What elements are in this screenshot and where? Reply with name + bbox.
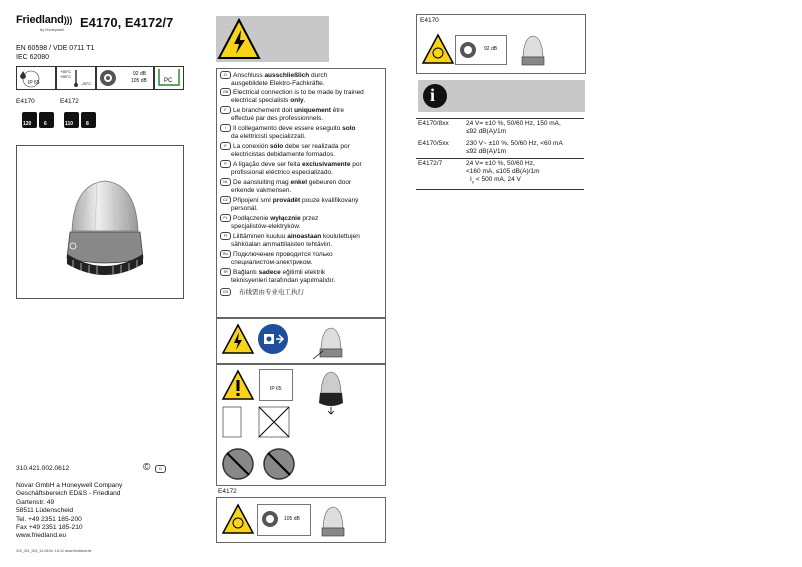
brand-logo: Friedland))) [16,14,73,26]
mounting-icon [221,405,291,439]
lang-row: NL De aansluiting mag enkel gebeuren door erkende vakmensen. [220,178,382,195]
spec-row: E4170/8xx 24 V= ±10 %, 50/60 Hz, 150 mA, ≤92 dB(A)/1m [416,119,584,140]
wave-icon: ))) [63,15,73,25]
doc-number: 310.421.002.0612 [16,465,70,472]
weight-box: 120 [22,112,37,128]
product-image-frame [16,145,184,299]
sound-level-symbol: 92 dB [455,35,507,65]
e4172-panel [216,497,386,543]
warning-triangle-icon [421,33,455,65]
lang-badge-d: D [155,465,166,473]
temperature-symbol: +55°C +55°C -25°C [56,66,96,90]
speaker-icon [458,40,478,60]
prohibition-icon [221,447,301,481]
speaker-icon [260,509,280,529]
lang-row: CN 布线需由专业电工执行 [220,288,382,297]
warning-triangle-icon [216,16,262,62]
lang-row: I Il collegamento deve essere eseguito solo da elettricisti specializzati. [220,124,382,141]
beacon-icon [313,500,353,540]
standards: EN 60598 / VDE 0711 T1 IEC 62080 [16,45,95,61]
lang-row: E La conexión sólo debe ser realizada por electricistas debidamente formados. [220,142,382,159]
lang-row: PL Podłączenie wyłącznie przez specjalistów-elektryków. [220,214,382,231]
beacon-icon [17,146,183,298]
lang-row: F Le branchement doit uniquement être effectué par des professionnels. [220,106,382,123]
lang-row: CZ Připojení smí provádět pouze kvalifikovaný personál. [220,196,382,213]
disconnect-plug-icon [257,323,289,355]
product-label-e4170: E4170 [16,98,35,105]
warning-header [216,16,329,62]
lang-row: FI Liittäminen kuuluu ainoastaan koulutettujen sähköalan ammattilaisten tehtäviin. [220,232,382,249]
sound-level-symbol: 105 dB [257,504,311,536]
page-title: E4170, E4172/7 [80,15,174,30]
installation-panel [216,364,386,486]
weight-box: 110 [64,112,79,128]
warning-triangle-icon [221,503,255,535]
spec-row: E4170/5xx 230 V~ ±10 %, 50/60 Hz, <60 mA ≤92 dB(A)/1m [416,140,584,159]
e4170-panel: E4170 92 dB [416,14,586,74]
sound-level-symbol: 92 dB 105 dB [96,66,154,90]
lang-row: D Anschluss ausschließlich durch ausgebildete Elektro-Fachkräfte. [220,71,382,88]
symbol-strip [16,66,176,90]
spec-row: E4172/7 24 V= ±10 %, 50/60 Hz, <160 mA, ≤105 dB(A)/1m $I_0 < 500$ mA, 24 V [416,159,584,190]
warning-triangle-icon [221,369,255,401]
ip-symbol: IP 65 [259,369,293,401]
warning-triangle-icon [221,323,255,355]
speaker-icon [99,69,119,87]
disconnect-panel [216,318,386,364]
company-address: Novar GmbH a Honeywell Company Geschäftsbereich ED&S - Friedland Gartenstr. 49 58511 Lüdenscheid Tel. +49 2351 185-200 Fax +49 2351 185-210 www.friedland.eu [16,482,123,540]
material-symbol: PC [154,66,184,90]
pack-box: 6 [39,112,54,128]
lang-row: TR Bağlantı sadece eğitimli elektrik teknisyenleri tarafından yapılmalıdır. [220,268,382,285]
beacon-icon [311,321,351,361]
brand-sub: by Honeywell [40,27,64,32]
lang-row: P A ligação deve ser feita exclusivamente por profissional eléctrico especializado. [220,160,382,177]
beacon-icon [513,29,553,69]
spec-table [416,118,584,190]
pack-box: 8 [81,112,96,128]
lang-row: GB Electrical connection is to be made by trained electrical specialists only. [220,88,382,105]
copyright-icon: © [143,462,151,473]
ip-symbol: IP 65 [16,66,56,90]
thermometer-icon [57,67,95,89]
beacon-icon [311,367,351,415]
tiny-footer: 310_421_002_12-06.fm 1.6.12 www.friedland.de [16,549,92,553]
info-header: i [418,80,585,112]
product-label-e4172: E4172 [60,98,79,105]
language-instructions [216,68,386,318]
lang-row: RU Подключение проводится только специалистом-электриком. [220,250,382,267]
e4172-label: E4172 [218,488,237,495]
